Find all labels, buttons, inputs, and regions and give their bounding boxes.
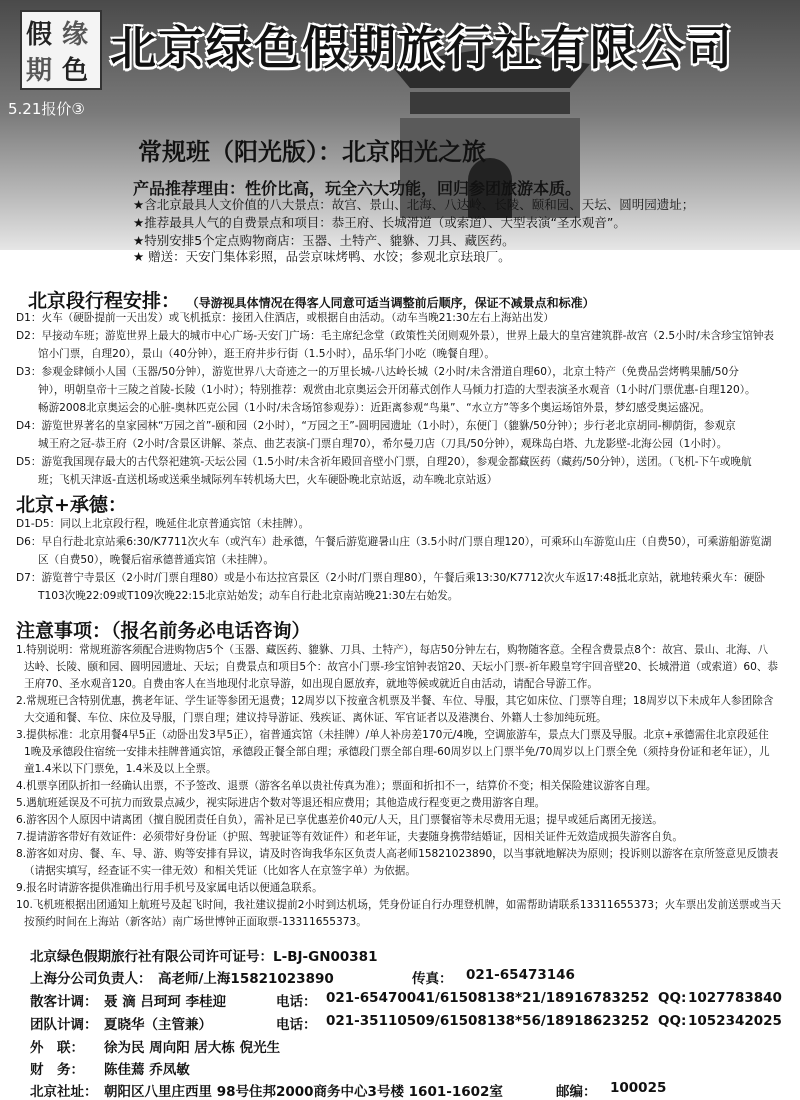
- notes-line: 9.报名时请游客提供准确出行用手机号及家属电话以便通急联系。: [16, 882, 323, 894]
- itinerary-heading: [28, 286, 595, 313]
- header-banner: [0, 0, 800, 250]
- notes-line: 7.提请游客带好有效证件：必须带好身份证（护照、驾驶证等有效证件）和老年证，夫妻随身携带结婚证，因相关证件无效造成损失游客自负。: [16, 831, 683, 843]
- individual-phone: 021-65470041/61508138*21/18916783252: [326, 990, 650, 1006]
- tour-title: 常规班（阳光版）：北京阳光之旅: [138, 138, 486, 166]
- recommend-item: ★特别安排5个定点购物商店：玉器、土特产、貔貅、刀具、藏医药。: [133, 233, 515, 248]
- notes-line: 4.机票享团队折扣一经确认出票，不予签改、退票（游客名单以贵社传真为准）；票面和折扣不一，结算价不变；相关保险建议游客自理。: [16, 780, 657, 792]
- group-phone: 021-35110509/61508138*56/18918623252: [326, 1013, 650, 1029]
- individual-phone-label: 电话：: [276, 994, 317, 1010]
- address-label: 北京社址：: [30, 1084, 98, 1100]
- finance-names: 陈佳蔫 乔凤敏: [104, 1062, 190, 1078]
- recommend-title: 产品推荐理由：性价比高，玩全六大功能，回归参团旅游本质。: [133, 179, 582, 198]
- liaison-names: 徐为民 周向阳 居大栋 倪光生: [104, 1040, 281, 1056]
- logo-char: 假: [26, 20, 53, 50]
- company-name: 北京绿色假期旅行社有限公司: [110, 21, 734, 75]
- itinerary-title: 北京段行程安排：: [28, 290, 181, 312]
- fax-label: 传真：: [412, 971, 453, 987]
- notes-line: 5.遇航班延误及不可抗力而致景点减少，视实际进店个数对等退还相应费用；其他造成行程变更之费用游客自理。: [16, 797, 546, 809]
- postcode-label: 邮编：: [556, 1084, 597, 1100]
- logo-char: 期: [26, 56, 53, 86]
- chengde-title: 北京+承德：: [16, 494, 127, 516]
- individual-names: 聂 滴 吕珂珂 李桂迎: [104, 994, 227, 1010]
- license-line: 北京绿色假期旅行社有限公司许可证号：L-BJ-GN00381: [30, 949, 378, 965]
- individual-qq-label: QQ:: [658, 990, 687, 1006]
- itinerary-line: 畅游2008北京奥运会的心脏-奥林匹克公园（1小时/未含场馆参观券）：近距离参观“鸟巢”、“水立方”等多个奥运场馆外景，梦幻感受奥运盛况。: [38, 402, 711, 414]
- recommend-item: ★ 赠送：天安门集体彩照，品尝京味烤鸭、水饺；参观北京珐琅厂。: [133, 249, 511, 264]
- itinerary-line: 钟），明朝皇帝十三陵之首陵-长陵（1小时）；特别推荐：观赏由北京奥运会开闭幕式创作人马倾力打造的大型表演圣水观音（1小时/门票优惠-自理120）。: [38, 384, 756, 396]
- itinerary-line: 馆小门票，自理20），景山（40分钟），逛王府井步行街（1.5小时），品乐华门小吃（晚餐自理）。: [38, 348, 495, 360]
- notes-line: 按预约时间在上海站（新客站）南广场世博钟正面取票-13311655373。: [24, 916, 367, 928]
- group-names: 夏晓华（主管兼）: [104, 1017, 212, 1033]
- liaison-label: 外 联：: [30, 1040, 84, 1056]
- group-phone-label: 电话：: [276, 1017, 317, 1033]
- itinerary-line: D3：参观金肆倾小人国（玉器/50分钟），游览世界八大奇迹之一的万里长城-八达岭长城（2小时/未含滑道自理60），北京土特产（免费品尝烤鸭果脯/50分: [16, 366, 739, 378]
- individual-label: 散客计调：: [30, 994, 98, 1010]
- logo-char: 色: [62, 56, 89, 86]
- notes-line: 2.常规班已含特别优惠，携老年证、学生证等参团无退费；12周岁以下按童含机票及半餐、车位、导服，其它如床位、门票等自理；18周岁以下未成年人参团除含: [16, 695, 774, 707]
- notes-line: 童1.4米以下门票免，1.4米及以上全票。: [24, 763, 217, 775]
- postcode: 100025: [610, 1080, 667, 1096]
- itinerary-line: D1：火车（硬卧提前一天出发）或飞机抵京：接团入住酒店，或根据自由活动。（动车当晚21:30左右上海站出发）: [16, 312, 555, 324]
- itinerary-line: D4：游览世界著名的皇家园林“万园之首”-颐和园（2小时），“万园之王”-圆明园遗址（1小时），东便门（貔貅/50分钟）；步行老北京胡同-柳荫街，参观京: [16, 420, 736, 432]
- notes-line: 6.游客因个人原因中请离团（擅自脱团责任自负），需补足已享优惠差价40元/人天，且门票餐宿等未尽费用无退；提早或延后离团无接送。: [16, 814, 663, 826]
- itinerary-line: D5：游览我国现存最大的古代祭祀建筑-天坛公园（1.5小时/未含祈年殿回音壁小门票，自理20），参观金都藏医药（藏药/50分钟），送团。（飞机-下午或晚航: [16, 456, 752, 468]
- notes-line: 达岭、长陵、颐和园、圆明园遗址、天坛；自费景点和项目5个：故宫小门票-珍宝馆钟表馆20、天坛小门票-祈年殿皇穹宇回音壁20、长城滑道（或索道）60、恭: [24, 661, 779, 673]
- recommend-item: ★推荐最具人气的自费景点和项目：恭王府、长城滑道（或索道）、大型表演“圣水观音”。: [133, 215, 626, 230]
- company-logo: [20, 10, 102, 90]
- chengde-line: T103次晚22:09或T109次晚22:15北京站始发；动车自行赴北京南站晚21:30左右始发。: [38, 590, 459, 602]
- itinerary-line: 班；飞机天津返-直送机场或送乘坐城际列车转机场大巴，火车硬卧晚北京站返，动车晚北京站返）: [38, 474, 498, 486]
- group-qq: 1052342025: [688, 1013, 782, 1029]
- chengde-line: D6：早自行赴北京站乘6:30/K7711次火车（或汽车）赴承德，午餐后游览避暑山庄（3.5小时/门票自理120），可乘环山车游览山庄（自费50），可乘游船游览湖: [16, 536, 772, 548]
- notes-line: （请据实填写，经查证不实一律无效）和相关凭证（比如客人在京签字单）为依据。: [24, 865, 416, 877]
- notes-title: 注意事项：（报名前务必电话咨询）: [16, 620, 311, 642]
- fax-number: 021-65473146: [466, 967, 575, 983]
- itinerary-line: 城王府之冠-恭王府（2小时/含景区讲解、茶点、曲艺表演-门票自理70），希尔曼刀店（刀具/50分钟），观珠岛白塔、九龙影壁-北海公园（1小时）。: [38, 438, 728, 450]
- chengde-line: D7：游览普宁寺景区（2小时/门票自理80）或是小布达拉宫景区（2小时/门票自理80），午餐后乘13:30/K7712次火车返17:48抵北京站，就地转乘火车：硬卧: [16, 572, 765, 584]
- notes-line: 大交通和餐、车位、床位及导服，门票自理；建议持导游证、残疾证、离休证、军官证者以及港澳台、外籍人士参加纯玩班。: [24, 712, 607, 724]
- shanghai-head-label: 上海分公司负责人：: [30, 971, 152, 987]
- price-tag: 5.21报价③: [8, 100, 85, 118]
- notes-line: 3.提供标准：北京用餐4早5正（动卧出发3早5正），宿普通宾馆（未挂牌）/单人补房差170元/4晚，空调旅游车，景点大门票及导服。北京+承德需住北京段延住: [16, 729, 769, 741]
- logo-char: 缘: [62, 20, 89, 50]
- shanghai-head: 高老师/上海15821023890: [158, 971, 334, 987]
- recommend-item: ★含北京最具人文价值的八大景点：故宫、景山、北海、八达岭、长陵、颐和园、天坛、圆明园遗址；: [133, 197, 695, 212]
- individual-qq: 1027783840: [688, 990, 782, 1006]
- finance-label: 财 务：: [30, 1062, 84, 1078]
- notes-line: 1.特别说明：常规班游客须配合进购物店5个（玉器、藏医药、貔貅、刀具、土特产），每店50分钟左右，购物随客意。全程含费景点8个：故宫、景山、北海、八: [16, 644, 769, 656]
- notes-line: 10.飞机班根据出团通知上航班号及起飞时间，我社建议提前2小时到达机场，凭身份证自行办理登机牌，如需帮助请联系13311655373；火车票出发前送票或当天: [16, 899, 782, 911]
- group-label: 团队计调：: [30, 1017, 98, 1033]
- notes-line: 8.游客如对房、餐、车、导、游、购等安排有异议，请及时咨询我华东区负责人高老师15821023890，以当事就地解决为原则；投诉则以游客在京所签意见反馈表: [16, 848, 779, 860]
- chengde-line: 区（自费50），晚餐后宿承德普通宾馆（未挂牌）。: [38, 554, 274, 566]
- notes-line: 1晚及承德段住宿统一安排未挂牌普通宾馆，承德段正餐全部自理；承德段门票全部自理-60周岁以上门票半免/70周岁以上门票全免（须持身份证和老年证），儿: [24, 746, 770, 758]
- group-qq-label: QQ:: [658, 1013, 687, 1029]
- itinerary-note: （导游视具体情况在得客人同意可适当调整前后顺序，保证不减景点和标准）: [186, 296, 595, 310]
- address: 朝阳区八里庄西里 98号住邦2000商务中心3号楼 1601-1602室: [104, 1084, 503, 1100]
- itinerary-line: D2：早接动车班；游览世界上最大的城市中心广场-天安门广场：毛主席纪念堂（政策性关闭则观外景），世界上最大的皇宫建筑群-故宫（2.5小时/未含珍宝馆钟表: [16, 330, 775, 342]
- notes-line: 王府70、圣水观音120。自费由客人在当地现付北京导游，如出现自愿放弃，就地等候或就近自由活动，请配合导游工作。: [24, 678, 598, 690]
- chengde-line: D1-D5：同以上北京段行程，晚延住北京普通宾馆（未挂牌）。: [16, 518, 310, 530]
